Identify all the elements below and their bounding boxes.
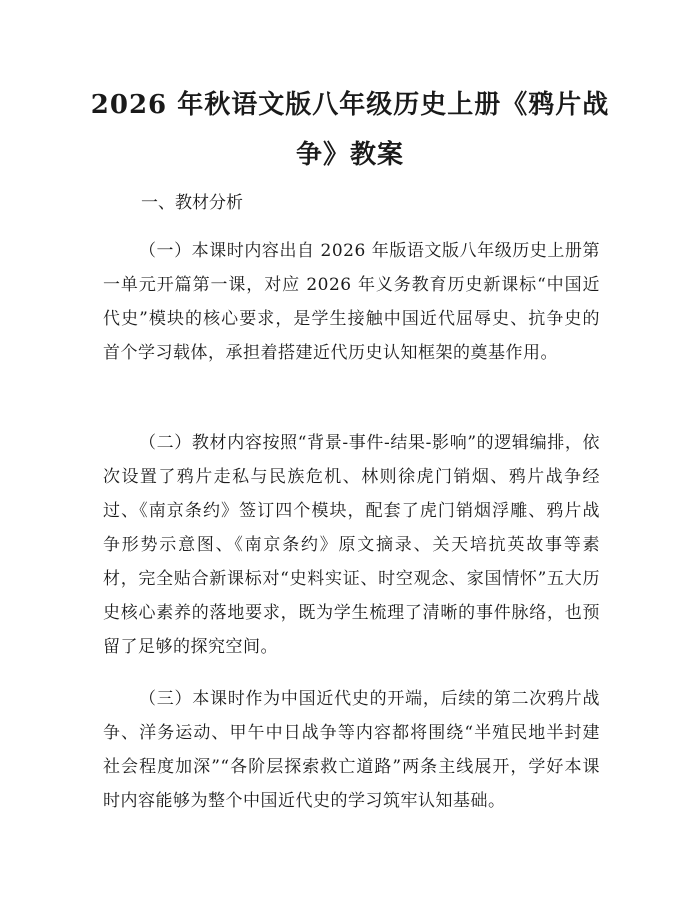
title-line-2: 争》教案 <box>295 140 404 170</box>
paragraph-3: （三）本课时作为中国近代史的开端，后续的第二次鸦片战争、洋务运动、甲午中日战争等内容都将围绕“半殖民地半封建社会程度加深”“各阶层探索救亡道路”两条主线展开，学好本课时内容能够为整个中国近代史的学习筑牢认知基础。 <box>103 689 600 811</box>
paragraph-1: （一）本课时内容出自 2026 年版语文版八年级历史上册第一单元开篇第一课，对应 2026 年义务教育历史新课标“中国近代史”模块的核心要求，是学生接触中国近代屈辱史、抗争史的首个学习载体，承担着搭建近代历史认知框架的奠基作用。 <box>103 241 600 363</box>
document-title <box>90 80 610 180</box>
title-line-1: 2026 年秋语文版八年级历史上册《鸦片战 <box>90 90 610 120</box>
paragraph-2: （二）教材内容按照“背景-事件-结果-影响”的逻辑编排，依次设置了鸦片走私与民族危机、林则徐虎门销烟、鸦片战争经过、《南京条约》签订四个模块，配套了虎门销烟浮雕、鸦片战争形势示意图、《南京条约》原文摘录、关天培抗英故事等素材，完全贴合新课标对“史料实证、时空观念、家国情怀”五大历史核心素养的落地要求，既为学生梳理了清晰的事件脉络，也预留了足够的探究空间。 <box>103 433 600 657</box>
section-heading: 一、教材分析 <box>141 193 243 213</box>
